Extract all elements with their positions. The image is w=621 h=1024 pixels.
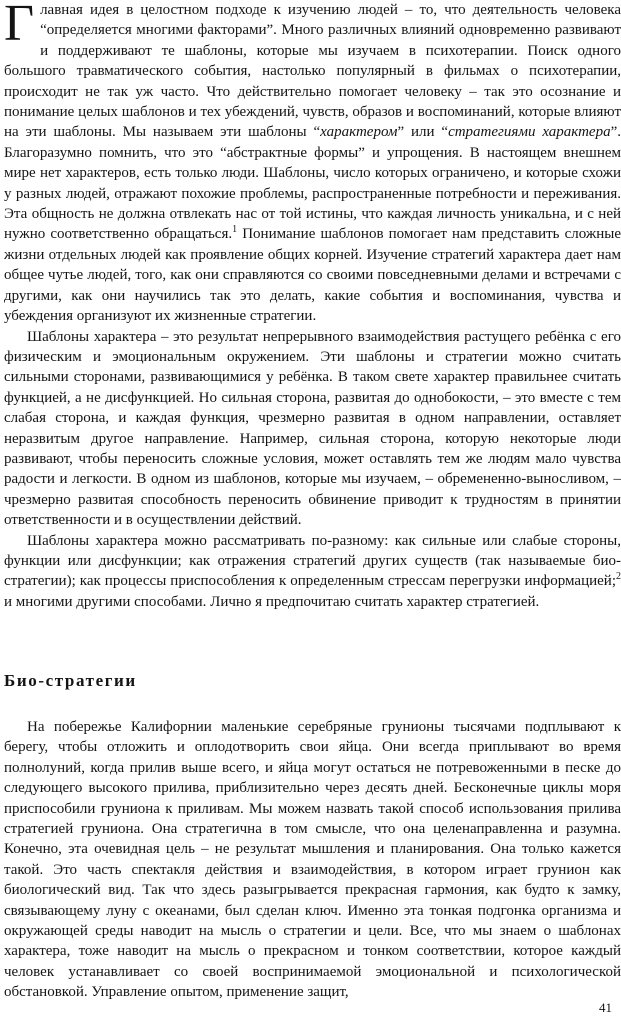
paragraph-2: Шаблоны характера – это результат непрерывного взаимодействия растущего ребёнка с его физическим и эмоциональным окружением. Эти шаблоны и стратегии можно считать сильными сторонами, развивающимися у ребёнка. В таком свете характер правильнее считать функцией, а не дисфункцией. Но сильная сторона, развитая до однобокости, – это вместе с тем слабая сторона, и каждая функция, чрезмерно развитая в одном направлении, оставляет неразвитым другое направление. Например, сильная сторона, которую некоторые люди развивают, чтобы переносить сложные условия, может оставлять тем же людям мало чувства радости и легкости. В одном из шаблонов, которые мы изучаем, – обремененно-выносливом, – чрезмерно развитая способность переносить обвинение приводит к трудностям в принятии ответственности и в осуществлении действий.: [4, 328, 621, 529]
paragraph-1-text-c: ”. Благоразумно помнить, что это “абстрактные формы” и упрощения. В настоящем внешнем мире нет характеров, есть только люди. Шаблоны, число которых ограничено, и которые схожи у разных людей, отражают похожие проблемы, распространенные потребности и переживания. Эта общность не должна отвлекать нас от той истины, что каждая личность уникальна, и с ней нужно соответственно обращаться.: [4, 124, 621, 243]
emphasis-character-strategies: стратегиями характера: [448, 124, 611, 141]
section-heading: Био-стратегии: [4, 671, 137, 690]
paragraph-3-text-a: Шаблоны характера можно рассматривать по-разному: как сильные или слабые стороны, функции или дисфункции; как отражения стратегий других существ (так называемые био-стратегии); как процессы приспособления к определенным стрессам перегрузки информацией;: [4, 532, 621, 590]
footnote-marker-1: 1: [232, 224, 238, 236]
bio-strategies-section: [4, 717, 621, 1003]
paragraph-1-text-a: лавная идея в целостном подходе к изучению людей – то, что деятельность человека “определяется многими факторами”. Много различных влияний одновременно развивают и поддерживают те шаблоны, которые мы изучаем в психотерапии. Поиск одного большого травматического события, настолько популярный в фильмах о психотерапии, происходит не так уж часто. Что действительно помогает человеку – так это осознание и понимание целых шаблонов и тех убеждений, чувств, образов и воспоминаний, которые влияют на эти шаблоны. Мы называем эти шаблоны “: [4, 2, 621, 141]
footnote-marker-2: 2: [616, 571, 621, 583]
paragraph-4: На побережье Калифорнии маленькие серебряные грунионы тысячами подплывают к берегу, чтобы отложить и оплодотворить свои яйца. Они всегда приплывают во время полнолуний, когда прилив выше всего, и яйца могут остаться не потревоженными в песке до следующего высокого прилива, приблизительно через десять дней. Бесконечные циклы моря приспособили груниона к приливам. Мы можем назвать такой способ использования прилива стратегией груниона. Она стратегична в том смысле, что она целенаправленна и разумна. Конечно, эта очевидная цель – не результат мышления и планирования. Она только кажется такой. Это часть спектакля действия и взаимодействия, в котором играет грунион как биологический вид. Так что здесь разыгрывается прекрасная гармония, как будто к замку, связывающему луну с океанами, был сделан ключ. Именно эта тонкая подгонка организма и окружающей среды наводит на мысль о стратегии и цели. Все, что мы знаем о шаблонах характера, тоже наводит на мысль о прекрасном и тонком соответствии, которое каждый человек устанавливает со своей воспринимаемой эмоциональной и психологической обстановкой. Управление опытом, применение защит,: [4, 719, 621, 1001]
paragraph-1: [4, 0, 621, 327]
paragraph-3: [4, 531, 621, 613]
opening-section: [4, 0, 621, 612]
drop-cap: Г: [4, 0, 35, 52]
paragraph-3-text-b: и многими другими способами. Лично я предпочитаю считать характер стратегией.: [4, 593, 540, 610]
page-number: 41: [599, 1000, 612, 1015]
emphasis-character: характером: [320, 124, 398, 141]
paragraph-1-text-d: Понимание шаблонов помогает нам представить сложные жизни отдельных людей как проявление общих корней. Изучение стратегий характера дает нам общее чутье людей, того, как они справляются со своими повседневными делами и встречами с другими, как они научились так это делать, какие события и воспоминания, чувства и убеждения организуют их жизненные стратегии.: [4, 226, 621, 325]
paragraph-1-text-b: ” или “: [397, 124, 449, 141]
